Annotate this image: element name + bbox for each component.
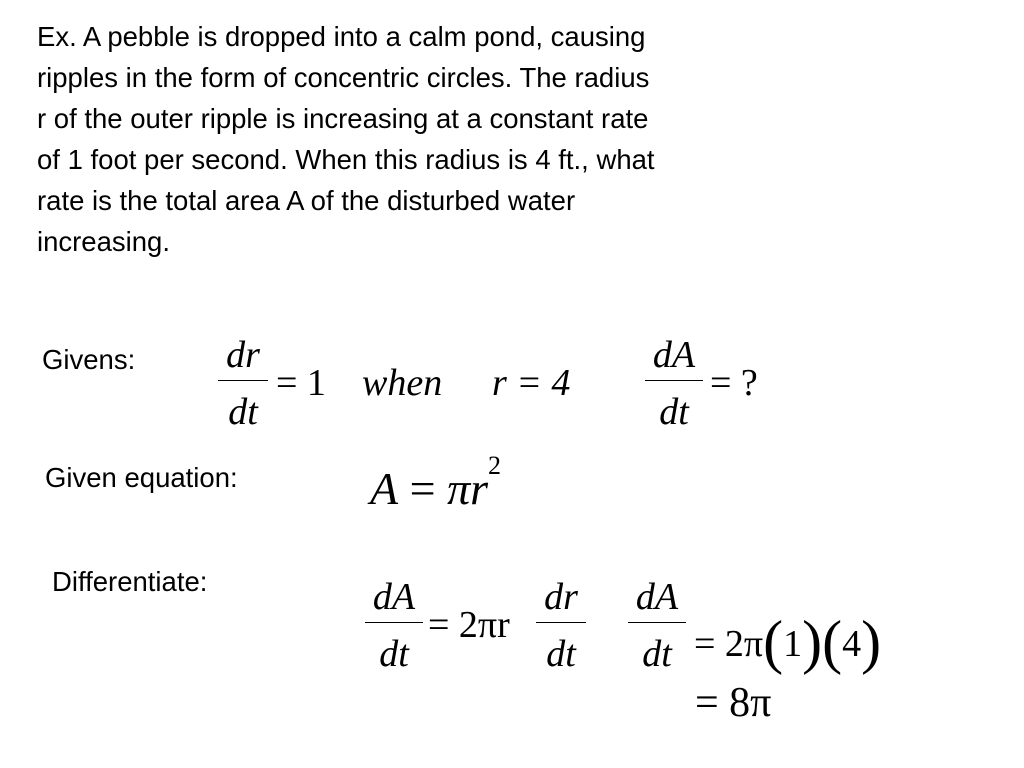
fraction-bar [628, 622, 686, 623]
problem-line: r of the outer ripple is increasing at a constant rate [37, 103, 649, 134]
step2-expression [694, 606, 882, 675]
equation-lhs: A [370, 463, 399, 514]
dAdt-rhs: = ? [710, 362, 758, 404]
problem-line: of 1 foot per second. When this radius is 4 ft., what [37, 144, 655, 175]
when-word: when [362, 362, 443, 404]
dA-dt-fraction [645, 336, 703, 431]
fraction-denominator: dt [379, 633, 409, 675]
drdt-rhs: = 1 [276, 362, 326, 404]
problem-line: increasing. [37, 226, 170, 257]
fraction-bar [645, 380, 703, 381]
dA-dt-fraction [365, 578, 423, 673]
problem-statement [37, 16, 827, 262]
fraction-numerator: dA [652, 334, 696, 376]
equals-sign: = [409, 463, 436, 514]
result: = 8π [695, 680, 772, 726]
step2-coefficient: = 2π [694, 623, 764, 665]
paren-join: )( [802, 609, 843, 675]
problem-line: Ex. A pebble is dropped into a calm pond, causing [37, 21, 646, 52]
problem-line: rate is the total area A of the disturbed water [37, 185, 576, 216]
fraction-numerator: dr [544, 576, 578, 618]
fraction-denominator: dt [546, 633, 576, 675]
fraction-bar [536, 622, 586, 623]
differentiate-label: Differentiate: [52, 566, 208, 597]
given-equation-label: Given equation: [45, 462, 238, 493]
right-paren: ) [861, 609, 882, 675]
step1-middle: = 2πr [428, 604, 510, 646]
pi-symbol: π [447, 463, 471, 514]
exponent: 2 [488, 450, 502, 480]
radius-var: r [470, 463, 489, 514]
fraction-bar [218, 380, 268, 381]
fraction-numerator: dA [372, 576, 416, 618]
givens-label: Givens: [42, 344, 136, 375]
fraction-bar [365, 622, 423, 623]
fraction-numerator: dr [226, 334, 260, 376]
fraction-denominator: dt [228, 391, 258, 433]
rate-value: 1 [783, 623, 803, 665]
problem-line: ripples in the form of concentric circles. The radius [37, 62, 650, 93]
left-paren: ( [763, 609, 784, 675]
fraction-numerator: dA [635, 576, 679, 618]
radius-value: 4 [842, 623, 862, 665]
dr-dt-fraction [218, 336, 268, 431]
fraction-denominator: dt [659, 391, 689, 433]
dr-dt-fraction [536, 578, 586, 673]
dA-dt-fraction [628, 578, 686, 673]
fraction-denominator: dt [642, 633, 672, 675]
area-equation [370, 450, 502, 514]
r-equals-4: r = 4 [492, 362, 571, 404]
